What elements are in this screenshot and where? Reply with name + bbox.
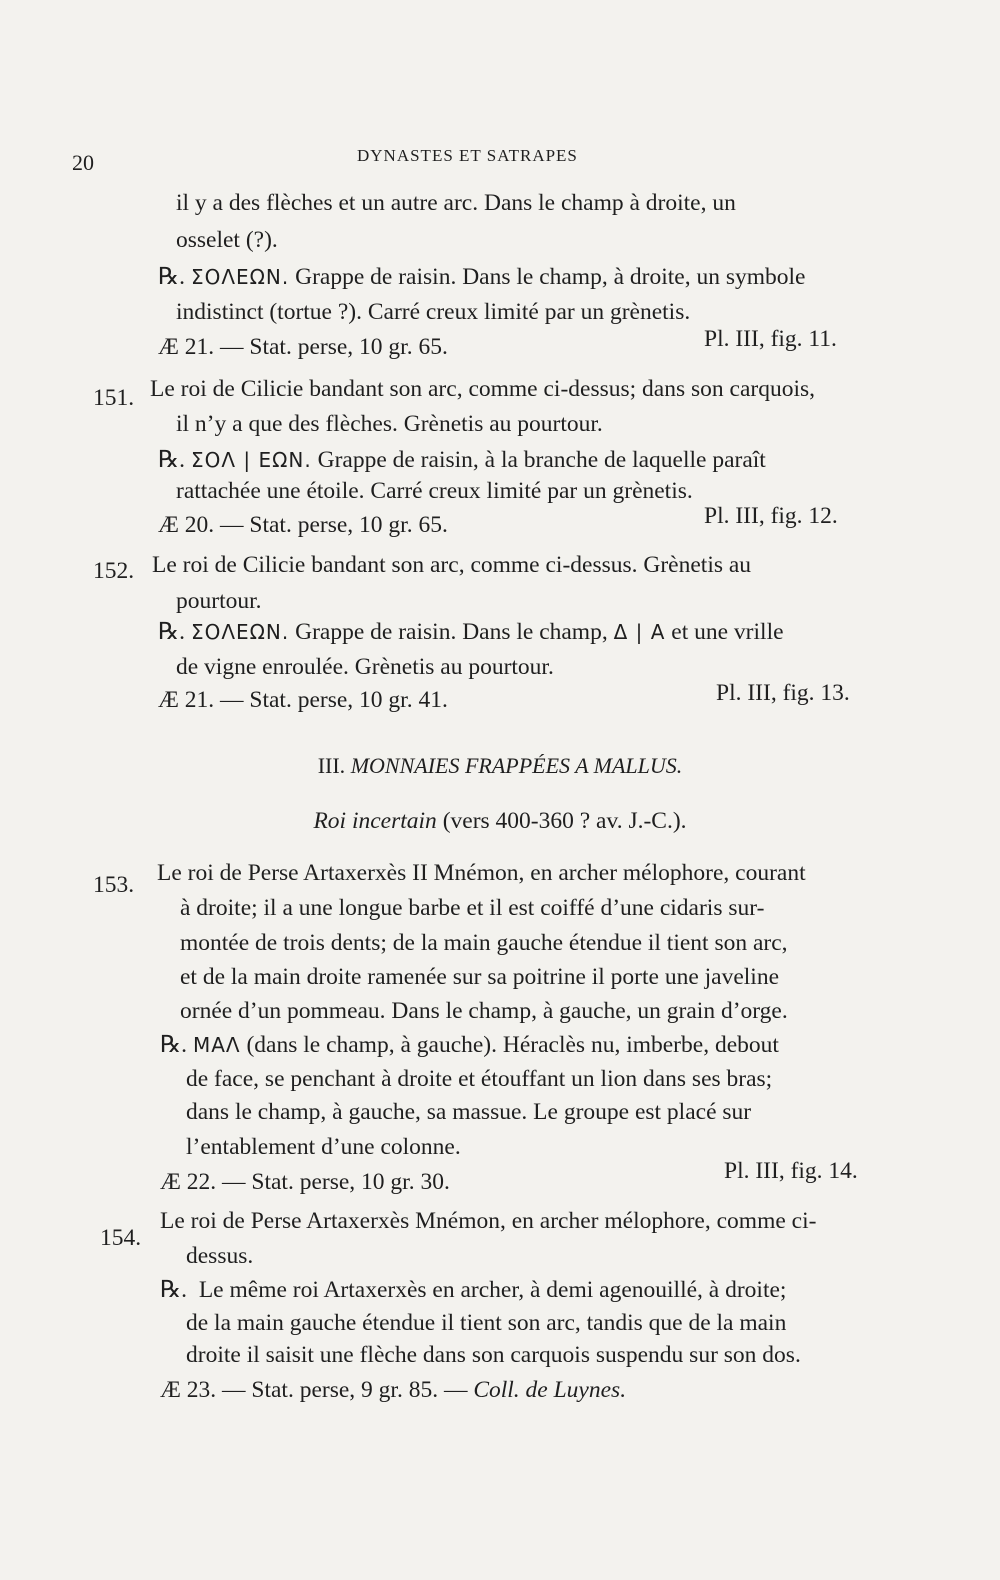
reverse-description: Grappe de raisin. Dans le champ, à droite, un symbole [289,264,806,290]
silver-symbol: Æ [158,687,179,713]
entry-150-metrology [158,332,448,362]
entry-152-line-2: pourtour. [176,588,262,614]
metrology-text: 21. — Stat. perse, 10 gr. 65. [184,334,448,360]
reverse-description: Le même roi Artaxerxès en archer, à demi agenouillé, à droite; [192,1277,787,1303]
reverse-legend: ΣΟΛΕΩΝ. [190,265,290,289]
page-number: 20 [72,150,94,175]
reverse-legend: ΜΑΛ [192,1033,241,1057]
entry-153-line-1: Le roi de Perse Artaxerxès II Mnémon, en archer mélophore, courant [157,860,806,886]
entry-153-reverse [160,1030,779,1060]
silver-symbol: Æ [158,334,179,360]
section-heading [0,753,1000,779]
silver-symbol: Æ [158,512,179,538]
reverse-symbol: ℞. [158,264,185,290]
reverse-description-cont: et une vrille [665,619,784,645]
entry-152-reverse [158,617,784,647]
subheading-ruler: Roi incertain [313,808,437,834]
entry-154-reverse [160,1275,786,1305]
entry-154-reverse-line-2: de la main gauche étendue il tient son arc, tandis que de la main [186,1310,787,1336]
entry-154-number: 154. [100,1225,142,1251]
entry-151-line-2: il n’y a que des flèches. Grènetis au pourtour. [176,411,603,437]
reverse-symbol: ℞. [158,447,185,473]
running-title: DYNASTES ET SATRAPES [357,146,578,165]
entry-150-reverse-line-2: indistinct (tortue ?). Carré creux limité par un grènetis. [176,299,691,325]
metrology-text: 20. — Stat. perse, 10 gr. 65. [184,512,448,538]
entry-151-reverse [158,445,766,475]
section-title: MONNAIES FRAPPÉES A MALLUS. [350,753,683,778]
field-monogram: Δ | Α [613,620,666,644]
entry-151-number: 151. [93,385,135,411]
entry-153-reverse-line-3: dans le champ, à gauche, sa massue. Le groupe est placé sur [186,1099,752,1125]
silver-symbol: Æ [160,1377,181,1403]
entry-152-line-1: Le roi de Cilicie bandant son arc, comme ci-dessus. Grènetis au [152,552,752,578]
entry-152-plate: Pl. III, fig. 13. [716,680,850,706]
reverse-description: (dans le champ, à gauche). Héraclès nu, imberbe, debout [240,1032,779,1058]
entry-153-line-3: montée de trois dents; de la main gauche étendue il tient son arc, [180,930,788,956]
entry-150-reverse [158,262,805,292]
reverse-symbol: ℞. [160,1032,187,1058]
entry-153-line-2: à droite; il a une longue barbe et il est coiffé d’une cidaris sur- [180,895,765,921]
entry-152-number: 152. [93,558,135,584]
entry-152-metrology [158,685,448,715]
entry-154-reverse-line-3: droite il saisit une flèche dans son carquois suspendu sur son dos. [186,1342,801,1368]
collection-name: Coll. de Luynes. [473,1377,627,1403]
entry-151-reverse-line-2: rattachée une étoile. Carré creux limité par un grènetis. [176,478,693,504]
reverse-symbol: ℞. [158,619,185,645]
entry-153-plate: Pl. III, fig. 14. [724,1158,858,1184]
subheading-dates: (vers 400-360 ? av. J.-C.). [436,808,687,834]
silver-symbol: Æ [160,1169,181,1195]
section-subheading [0,808,1000,835]
metrology-text: 22. — Stat. perse, 10 gr. 30. [186,1169,450,1195]
reverse-legend: ΣΟΛΕΩΝ. [190,620,290,644]
entry-153-line-5: ornée d’un pommeau. Dans le champ, à gauche, un grain d’orge. [180,998,788,1024]
entry-151-metrology [158,510,448,540]
metrology-text: 21. — Stat. perse, 10 gr. 41. [184,687,448,713]
reverse-description: Grappe de raisin, à la branche de laquelle paraît [311,447,766,473]
entry-150-line-1: il y a des flèches et un autre arc. Dans le champ à droite, un [176,190,736,216]
reverse-description: Grappe de raisin. Dans le champ, [289,619,614,645]
reverse-symbol: ℞. [160,1277,187,1303]
entry-152-reverse-line-2: de vigne enroulée. Grènetis au pourtour. [176,654,554,680]
entry-151-plate: Pl. III, fig. 12. [704,503,838,529]
metrology-text: 23. — Stat. perse, 9 gr. 85. — [186,1377,474,1403]
entry-154-line-2: dessus. [186,1243,254,1269]
entry-154-line-1: Le roi de Perse Artaxerxès Mnémon, en archer mélophore, comme ci- [160,1208,817,1234]
entry-153-reverse-line-2: de face, se penchant à droite et étouffant un lion dans ses bras; [186,1066,773,1092]
entry-153-reverse-line-4: l’entablement d’une colonne. [186,1134,461,1160]
entry-153-metrology [160,1167,450,1197]
entry-153-line-4: et de la main droite ramenée sur sa poitrine il porte une javeline [180,964,780,990]
entry-151-line-1: Le roi de Cilicie bandant son arc, comme ci-dessus; dans son carquois, [150,376,815,402]
reverse-legend: ΣΟΛ | ΕΩΝ. [190,448,312,472]
section-roman: III. [317,753,346,778]
entry-150-plate: Pl. III, fig. 11. [704,326,837,352]
entry-154-metrology [160,1375,626,1405]
entry-150-line-2: osselet (?). [176,227,278,253]
entry-153-number: 153. [93,872,135,898]
